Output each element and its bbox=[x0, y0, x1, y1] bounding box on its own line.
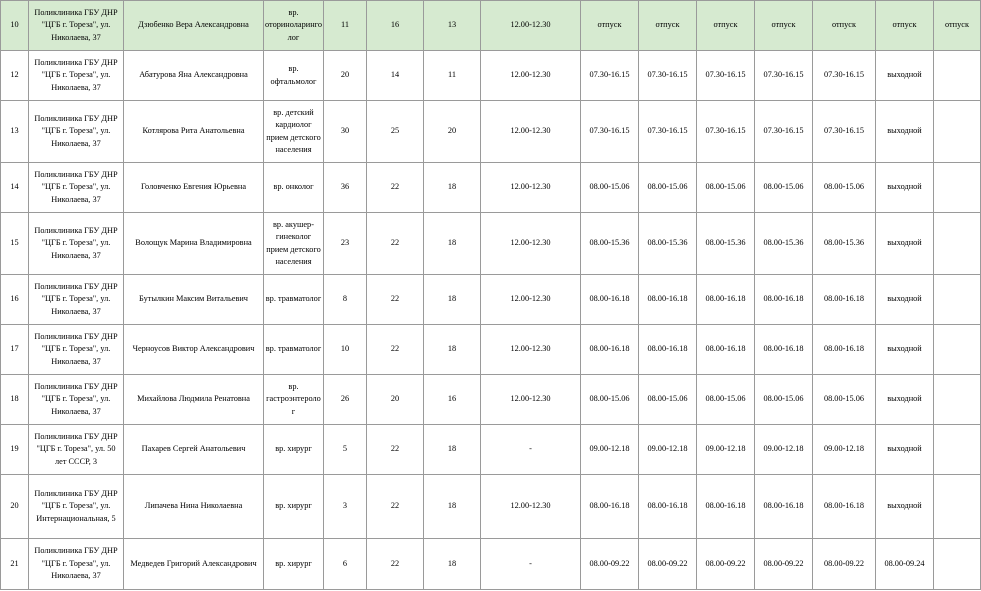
day-4-cell: 07.30-16.15 bbox=[755, 51, 813, 101]
doctor-name-cell: Михайлова Людмила Ренатовна bbox=[124, 375, 264, 425]
clinic-address-cell: Поликлиника ГБУ ДНР "ЦГБ г. Тореза", ул. Николаева, 37 bbox=[29, 101, 124, 163]
doctor-name-cell: Дзюбенко Вера Александровна bbox=[124, 1, 264, 51]
clinic-address-cell: Поликлиника ГБУ ДНР "ЦГБ г. Тореза", ул. Николаева, 37 bbox=[29, 213, 124, 275]
clinic-address-cell: Поликлиника ГБУ ДНР "ЦГБ г. Тореза", ул. 50 лет СССР, 3 bbox=[29, 425, 124, 475]
count-1-cell: 11 bbox=[324, 1, 367, 51]
count-1-cell: 20 bbox=[324, 51, 367, 101]
day-4-cell: 08.00-15.06 bbox=[755, 375, 813, 425]
clinic-address-cell: Поликлиника ГБУ ДНР "ЦГБ г. Тореза", ул. Николаева, 37 bbox=[29, 51, 124, 101]
row-number-cell: 10 bbox=[1, 1, 29, 51]
day-4-cell: отпуск bbox=[755, 1, 813, 51]
day-1-cell: 08.00-09.22 bbox=[581, 539, 639, 590]
doctor-name-cell: Головченко Евгения Юрьевна bbox=[124, 163, 264, 213]
day-5-cell: 09.00-12.18 bbox=[813, 425, 876, 475]
day-6-cell: выходной bbox=[876, 275, 934, 325]
specialty-cell: вр. онколог bbox=[264, 163, 324, 213]
clinic-address-cell: Поликлиника ГБУ ДНР "ЦГБ г. Тореза", ул. Николаева, 37 bbox=[29, 275, 124, 325]
count-1-cell: 36 bbox=[324, 163, 367, 213]
day-7-cell bbox=[934, 425, 981, 475]
specialty-cell: вр. хирург bbox=[264, 425, 324, 475]
specialty-cell: вр. хирург bbox=[264, 539, 324, 590]
day-5-cell: 08.00-16.18 bbox=[813, 325, 876, 375]
count-2-cell: 25 bbox=[367, 101, 424, 163]
day-6-cell: выходной bbox=[876, 375, 934, 425]
day-5-cell: 08.00-16.18 bbox=[813, 475, 876, 539]
day-5-cell: 08.00-09.22 bbox=[813, 539, 876, 590]
row-number-cell: 15 bbox=[1, 213, 29, 275]
clinic-address-cell: Поликлиника ГБУ ДНР "ЦГБ г. Тореза", ул. Николаева, 37 bbox=[29, 1, 124, 51]
table-row bbox=[1, 101, 981, 163]
row-number-cell: 21 bbox=[1, 539, 29, 590]
count-3-cell: 18 bbox=[424, 539, 481, 590]
count-3-cell: 20 bbox=[424, 101, 481, 163]
day-3-cell: 08.00-16.18 bbox=[697, 325, 755, 375]
count-2-cell: 16 bbox=[367, 1, 424, 51]
day-4-cell: 08.00-16.18 bbox=[755, 325, 813, 375]
day-1-cell: 07.30-16.15 bbox=[581, 101, 639, 163]
lunch-break-cell: 12.00-12.30 bbox=[481, 101, 581, 163]
count-1-cell: 6 bbox=[324, 539, 367, 590]
count-3-cell: 13 bbox=[424, 1, 481, 51]
day-4-cell: 09.00-12.18 bbox=[755, 425, 813, 475]
day-7-cell bbox=[934, 375, 981, 425]
row-number-cell: 14 bbox=[1, 163, 29, 213]
day-7-cell bbox=[934, 213, 981, 275]
day-3-cell: 07.30-16.15 bbox=[697, 51, 755, 101]
day-6-cell: выходной bbox=[876, 101, 934, 163]
day-4-cell: 08.00-15.36 bbox=[755, 213, 813, 275]
day-6-cell: выходной bbox=[876, 425, 934, 475]
day-2-cell: 08.00-09.22 bbox=[639, 539, 697, 590]
day-2-cell: 08.00-16.18 bbox=[639, 325, 697, 375]
day-7-cell bbox=[934, 101, 981, 163]
lunch-break-cell: 12.00-12.30 bbox=[481, 275, 581, 325]
day-1-cell: 07.30-16.15 bbox=[581, 51, 639, 101]
specialty-cell: вр. детский кардиолог прием детского населения bbox=[264, 101, 324, 163]
day-2-cell: 08.00-16.18 bbox=[639, 475, 697, 539]
specialty-cell: вр. хирург bbox=[264, 475, 324, 539]
doctor-name-cell: Бутылкин Максим Витальевич bbox=[124, 275, 264, 325]
row-number-cell: 18 bbox=[1, 375, 29, 425]
day-5-cell: 07.30-16.15 bbox=[813, 101, 876, 163]
table-row bbox=[1, 51, 981, 101]
clinic-address-cell: Поликлиника ГБУ ДНР "ЦГБ г. Тореза", ул. Интернациональная, 5 bbox=[29, 475, 124, 539]
day-4-cell: 08.00-16.18 bbox=[755, 475, 813, 539]
day-7-cell bbox=[934, 51, 981, 101]
day-3-cell: 09.00-12.18 bbox=[697, 425, 755, 475]
day-4-cell: 08.00-16.18 bbox=[755, 275, 813, 325]
day-4-cell: 08.00-15.06 bbox=[755, 163, 813, 213]
lunch-break-cell: - bbox=[481, 425, 581, 475]
day-6-cell: выходной bbox=[876, 325, 934, 375]
row-number-cell: 20 bbox=[1, 475, 29, 539]
specialty-cell: вр. оториноларинголог bbox=[264, 1, 324, 51]
day-1-cell: отпуск bbox=[581, 1, 639, 51]
day-1-cell: 08.00-16.18 bbox=[581, 275, 639, 325]
clinic-address-cell: Поликлиника ГБУ ДНР "ЦГБ г. Тореза", ул. Николаева, 37 bbox=[29, 163, 124, 213]
count-2-cell: 22 bbox=[367, 425, 424, 475]
specialty-cell: вр. офтальмолог bbox=[264, 51, 324, 101]
clinic-address-cell: Поликлиника ГБУ ДНР "ЦГБ г. Тореза", ул. Николаева, 37 bbox=[29, 539, 124, 590]
day-3-cell: отпуск bbox=[697, 1, 755, 51]
table-row bbox=[1, 539, 981, 590]
doctor-name-cell: Волощук Марина Владимировна bbox=[124, 213, 264, 275]
count-1-cell: 30 bbox=[324, 101, 367, 163]
specialty-cell: вр. акушер-гинеколог прием детского населения bbox=[264, 213, 324, 275]
table-row bbox=[1, 163, 981, 213]
count-3-cell: 16 bbox=[424, 375, 481, 425]
day-5-cell: 08.00-15.06 bbox=[813, 163, 876, 213]
doctor-name-cell: Липачева Нина Николаевна bbox=[124, 475, 264, 539]
doctor-name-cell: Медведев Григорий Александрович bbox=[124, 539, 264, 590]
lunch-break-cell: 12.00-12.30 bbox=[481, 213, 581, 275]
day-6-cell: отпуск bbox=[876, 1, 934, 51]
day-2-cell: 08.00-15.36 bbox=[639, 213, 697, 275]
lunch-break-cell: 12.00-12.30 bbox=[481, 163, 581, 213]
day-3-cell: 08.00-15.06 bbox=[697, 375, 755, 425]
day-1-cell: 08.00-15.06 bbox=[581, 375, 639, 425]
day-7-cell bbox=[934, 325, 981, 375]
day-3-cell: 08.00-15.06 bbox=[697, 163, 755, 213]
count-2-cell: 22 bbox=[367, 475, 424, 539]
specialty-cell: вр. травматолог bbox=[264, 275, 324, 325]
day-2-cell: 08.00-15.06 bbox=[639, 163, 697, 213]
count-3-cell: 18 bbox=[424, 213, 481, 275]
day-2-cell: 09.00-12.18 bbox=[639, 425, 697, 475]
table-row bbox=[1, 275, 981, 325]
count-2-cell: 22 bbox=[367, 325, 424, 375]
day-6-cell: 08.00-09.24 bbox=[876, 539, 934, 590]
specialty-cell: вр. гастроэнтеролог bbox=[264, 375, 324, 425]
count-1-cell: 8 bbox=[324, 275, 367, 325]
clinic-address-cell: Поликлиника ГБУ ДНР "ЦГБ г. Тореза", ул. Николаева, 37 bbox=[29, 375, 124, 425]
clinic-address-cell: Поликлиника ГБУ ДНР "ЦГБ г. Тореза", ул. Николаева, 37 bbox=[29, 325, 124, 375]
row-number-cell: 16 bbox=[1, 275, 29, 325]
doctor-name-cell: Котлярова Рита Анатольевна bbox=[124, 101, 264, 163]
day-2-cell: 08.00-16.18 bbox=[639, 275, 697, 325]
count-2-cell: 22 bbox=[367, 275, 424, 325]
lunch-break-cell: 12.00-12.30 bbox=[481, 51, 581, 101]
specialty-cell: вр. травматолог bbox=[264, 325, 324, 375]
day-7-cell bbox=[934, 163, 981, 213]
lunch-break-cell: 12.00-12.30 bbox=[481, 325, 581, 375]
day-1-cell: 08.00-15.06 bbox=[581, 163, 639, 213]
count-1-cell: 3 bbox=[324, 475, 367, 539]
day-5-cell: 08.00-15.36 bbox=[813, 213, 876, 275]
count-2-cell: 22 bbox=[367, 213, 424, 275]
lunch-break-cell: - bbox=[481, 539, 581, 590]
doctor-name-cell: Абатурова Яна Александровна bbox=[124, 51, 264, 101]
count-2-cell: 14 bbox=[367, 51, 424, 101]
day-1-cell: 08.00-16.18 bbox=[581, 325, 639, 375]
day-5-cell: отпуск bbox=[813, 1, 876, 51]
count-2-cell: 22 bbox=[367, 163, 424, 213]
row-number-cell: 12 bbox=[1, 51, 29, 101]
day-1-cell: 08.00-15.36 bbox=[581, 213, 639, 275]
count-2-cell: 20 bbox=[367, 375, 424, 425]
day-3-cell: 08.00-16.18 bbox=[697, 275, 755, 325]
count-1-cell: 26 bbox=[324, 375, 367, 425]
count-1-cell: 10 bbox=[324, 325, 367, 375]
day-6-cell: выходной bbox=[876, 163, 934, 213]
table-row bbox=[1, 475, 981, 539]
table-row bbox=[1, 213, 981, 275]
count-2-cell: 22 bbox=[367, 539, 424, 590]
day-5-cell: 07.30-16.15 bbox=[813, 51, 876, 101]
day-5-cell: 08.00-15.06 bbox=[813, 375, 876, 425]
count-3-cell: 11 bbox=[424, 51, 481, 101]
day-6-cell: выходной bbox=[876, 475, 934, 539]
row-number-cell: 13 bbox=[1, 101, 29, 163]
table-row bbox=[1, 425, 981, 475]
day-3-cell: 08.00-16.18 bbox=[697, 475, 755, 539]
doctor-name-cell: Черноусов Виктор Александрович bbox=[124, 325, 264, 375]
day-1-cell: 08.00-16.18 bbox=[581, 475, 639, 539]
day-7-cell bbox=[934, 539, 981, 590]
day-6-cell: выходной bbox=[876, 51, 934, 101]
count-3-cell: 18 bbox=[424, 275, 481, 325]
row-number-cell: 17 bbox=[1, 325, 29, 375]
row-number-cell: 19 bbox=[1, 425, 29, 475]
count-3-cell: 18 bbox=[424, 475, 481, 539]
table-row bbox=[1, 375, 981, 425]
day-3-cell: 08.00-09.22 bbox=[697, 539, 755, 590]
lunch-break-cell: 12.00-12.30 bbox=[481, 375, 581, 425]
table-row bbox=[1, 325, 981, 375]
day-3-cell: 08.00-15.36 bbox=[697, 213, 755, 275]
day-1-cell: 09.00-12.18 bbox=[581, 425, 639, 475]
count-1-cell: 23 bbox=[324, 213, 367, 275]
day-5-cell: 08.00-16.18 bbox=[813, 275, 876, 325]
lunch-break-cell: 12.00-12.30 bbox=[481, 1, 581, 51]
count-1-cell: 5 bbox=[324, 425, 367, 475]
count-3-cell: 18 bbox=[424, 325, 481, 375]
day-4-cell: 07.30-16.15 bbox=[755, 101, 813, 163]
day-7-cell bbox=[934, 475, 981, 539]
day-2-cell: 07.30-16.15 bbox=[639, 51, 697, 101]
count-3-cell: 18 bbox=[424, 425, 481, 475]
day-4-cell: 08.00-09.22 bbox=[755, 539, 813, 590]
day-3-cell: 07.30-16.15 bbox=[697, 101, 755, 163]
doctor-name-cell: Пахарев Сергей Анатольевич bbox=[124, 425, 264, 475]
count-3-cell: 18 bbox=[424, 163, 481, 213]
lunch-break-cell: 12.00-12.30 bbox=[481, 475, 581, 539]
table-row bbox=[1, 1, 981, 51]
day-7-cell bbox=[934, 275, 981, 325]
day-2-cell: 07.30-16.15 bbox=[639, 101, 697, 163]
day-2-cell: отпуск bbox=[639, 1, 697, 51]
schedule-rows bbox=[1, 1, 981, 590]
day-7-cell: отпуск bbox=[934, 1, 981, 51]
day-6-cell: выходной bbox=[876, 213, 934, 275]
day-2-cell: 08.00-15.06 bbox=[639, 375, 697, 425]
